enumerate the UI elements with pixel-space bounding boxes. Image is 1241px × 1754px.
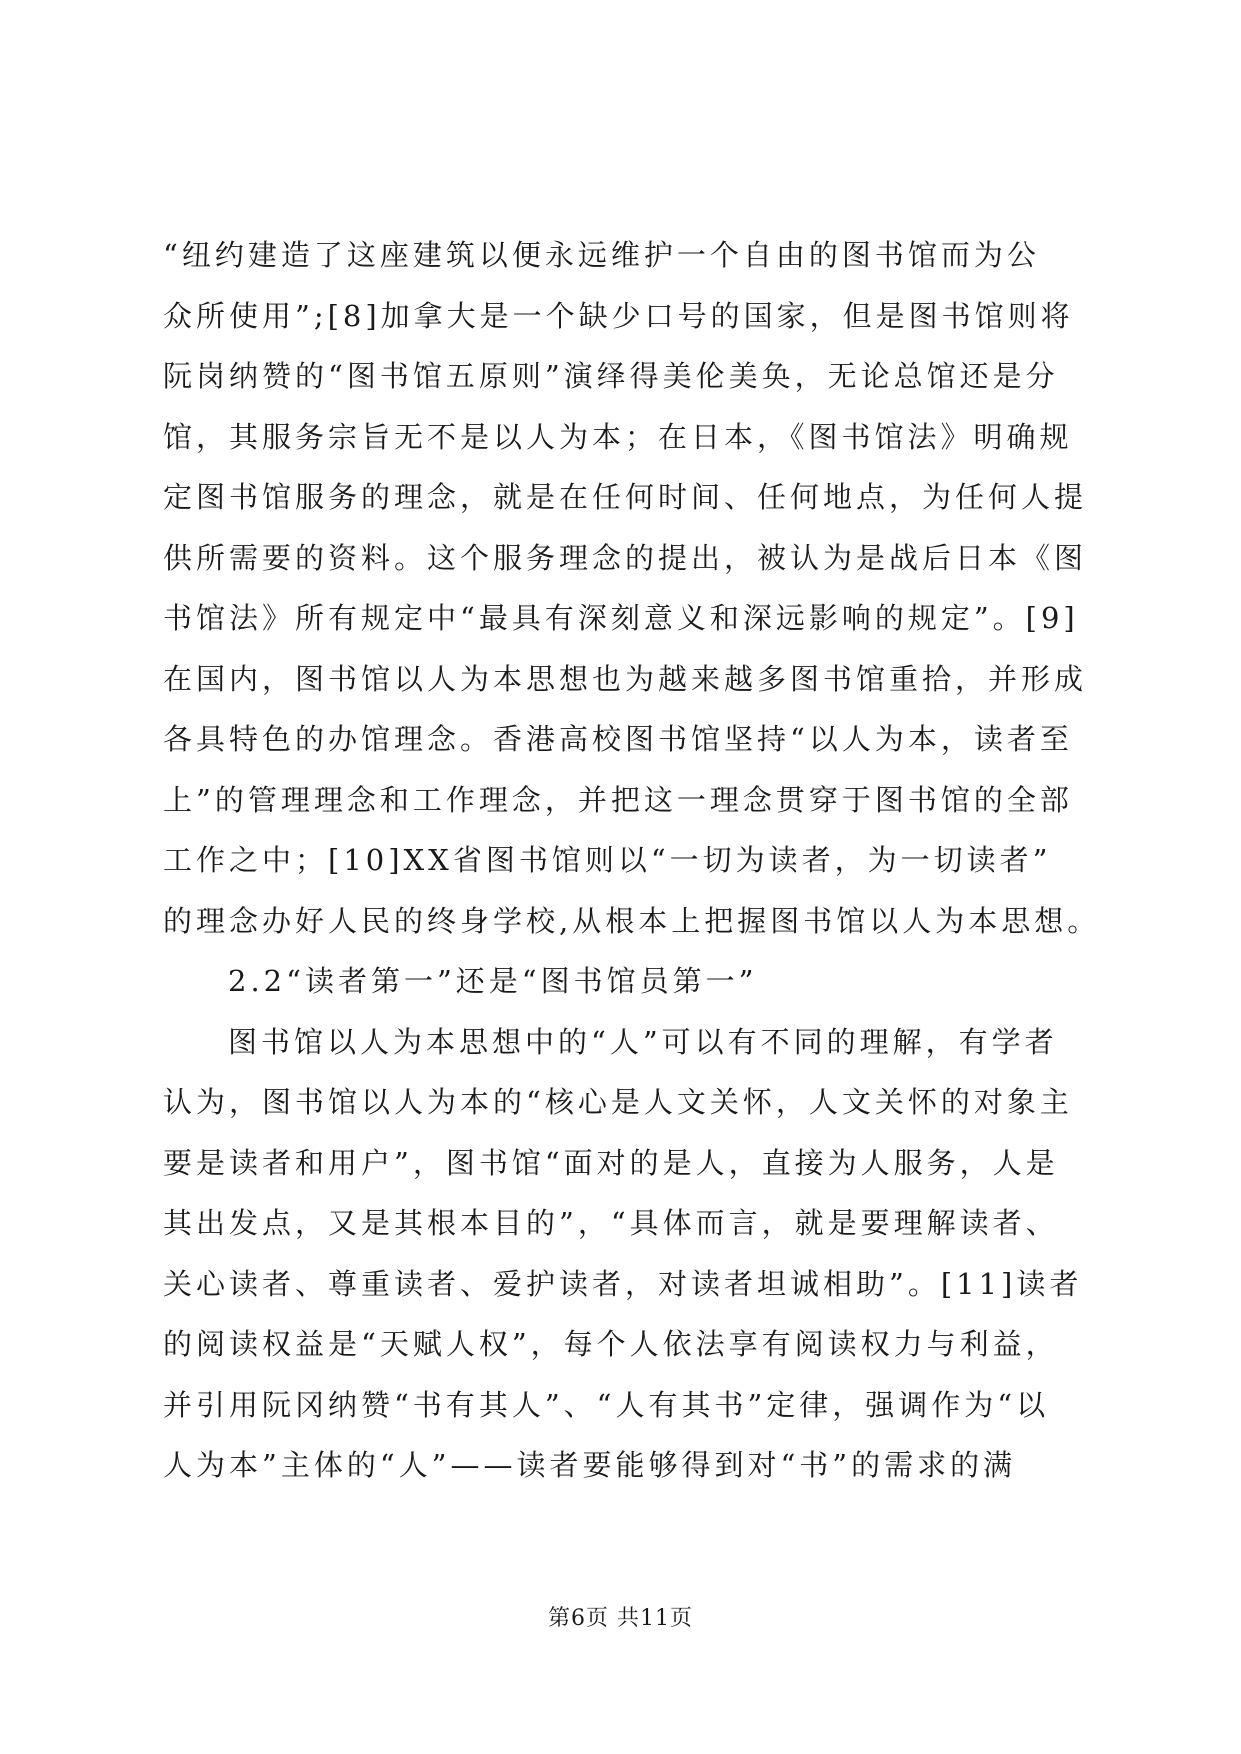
text-line: “纽约建造了这座建筑以便永远维护一个自由的图书馆而为公 — [163, 238, 1040, 272]
text-line: 在国内，图书馆以人为本思想也为越来越多图书馆重拾，并形成 — [163, 661, 1088, 696]
section-heading: 2.2“读者第一”还是“图书馆员第一” — [228, 964, 758, 998]
text-line: 馆，其服务宗旨无不是以人为本；在日本，《图书馆法》明确规 — [163, 419, 1073, 454]
text-line: 定图书馆服务的理念，就是在任何时间、任何地点，为任何人提 — [163, 480, 1088, 514]
text-line: 阮岗纳赞的“图书馆五原则”演绎得美伦美奂，无论总馆还是分 — [163, 359, 1059, 393]
text-line: 各具特色的办馆理念。香港高校图书馆坚持“以人为本，读者至 — [163, 722, 1073, 756]
text-line: 工作之中；[10]XX省图书馆则以“一切为读者，为一切读者” — [163, 843, 1052, 877]
text-line: 要是读者和用户”，图书馆“面对的是人，直接为人服务，人是 — [163, 1145, 1059, 1180]
text-line: 供所需要的资料。这个服务理念的提出，被认为是战后日本《图 — [163, 540, 1088, 575]
text-line: 关心读者、尊重读者、爱护读者，对读者坦诚相助”。[11]读者 — [163, 1266, 1083, 1301]
text-line: 其出发点，又是其根本目的”，“具体而言，就是要理解读者、 — [163, 1206, 1059, 1240]
text-line: 的理念办好人民的终身学校,从根本上把握图书馆以人为本思想。 — [163, 903, 1101, 938]
text-line: 并引用阮冈纳赞“书有其人”、“人有其书”定律，强调作为“以 — [163, 1387, 1050, 1422]
text-line: 的阅读权益是“天赋人权”，每个人依法享有阅读权力与利益， — [163, 1327, 1059, 1361]
text-line: 书馆法》所有规定中“最具有深刻意义和深远影响的规定”。[9] — [163, 601, 1079, 635]
text-line: 人为本”主体的“人”——读者要能够得到对“书”的需求的满 — [163, 1448, 1017, 1482]
text-line: 上”的管理理念和工作理念，并把这一理念贯穿于图书馆的全部 — [163, 782, 1073, 817]
text-line: 图书馆以人为本思想中的“人”可以有不同的理解，有学者 — [228, 1024, 1058, 1059]
text-line: 众所使用”;[8]加拿大是一个缺少口号的国家，但是图书馆则将 — [163, 298, 1074, 333]
page-number-footer: 第6页 共11页 — [548, 1606, 693, 1631]
body-text — [163, 225, 1101, 1496]
text-line: 认为，图书馆以人为本的“核心是人文关怀，人文关怀的对象主 — [163, 1085, 1073, 1119]
